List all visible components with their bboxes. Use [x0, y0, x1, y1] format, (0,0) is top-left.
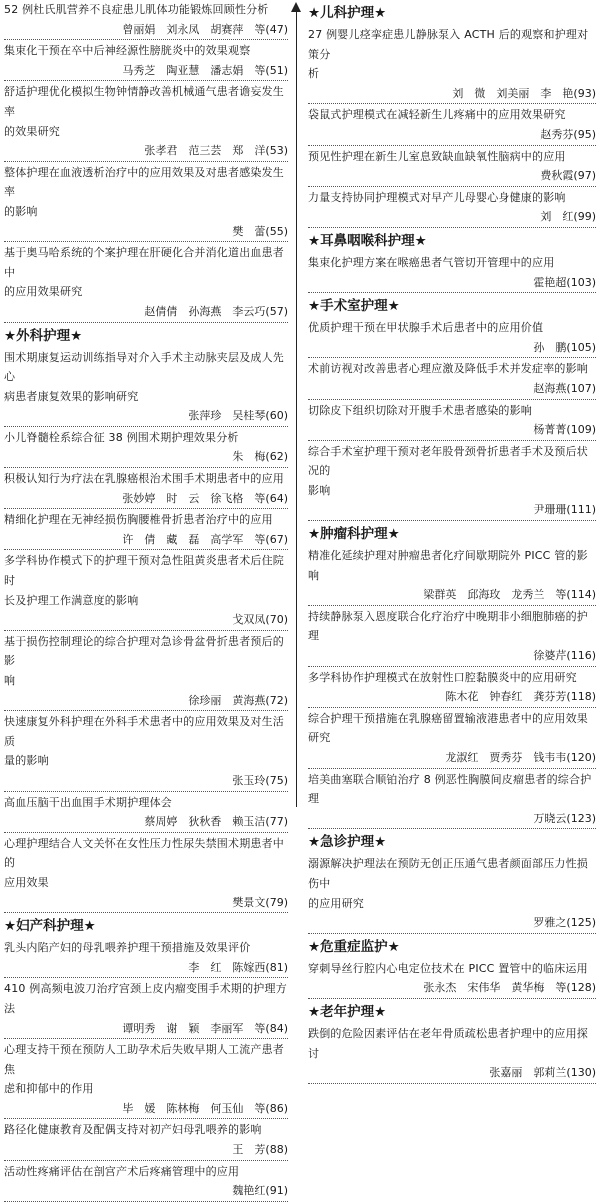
- entry-authors-page: 陈木花 钟春红 龚芬芳(118): [445, 687, 596, 707]
- toc-entry[interactable]: [4, 1120, 288, 1160]
- entry-title-line: 27 例婴儿痉挛症患儿静脉泵入 ACTH 后的观察和护理对策分: [308, 28, 589, 61]
- entry-title-line: 预见性护理在新生儿室息致缺血缺氧性脑病中的应用: [308, 149, 566, 163]
- entry-authors-page: 张萍珍 吴桂琴(60): [188, 406, 288, 426]
- toc-entry[interactable]: [4, 1162, 288, 1202]
- entry-authors-row: [308, 978, 596, 999]
- entry-title-line: 跌倒的危险因素评估在老年骨质疏松患者护理中的应用探讨: [308, 1026, 588, 1060]
- entry-authors-row: [4, 489, 288, 510]
- toc-entry[interactable]: [4, 551, 288, 630]
- entry-authors-row: [4, 302, 288, 323]
- entry-authors-row: [4, 691, 288, 712]
- entry-title-line: 穿刺导丝行腔内心电定位技术在 PICC 置管中的临床运用: [308, 961, 588, 975]
- entry-authors-row: [4, 1181, 288, 1202]
- entry-title-line: 培美曲塞联合顺铂治疗 8 例恶性胸膜间皮瘤患者的综合护理: [308, 772, 592, 806]
- entry-authors-page: 魏艳红(91): [232, 1181, 288, 1201]
- toc-left-column: [4, 0, 288, 1203]
- entry-authors-page: 赵海燕(107): [533, 379, 596, 399]
- entry-authors-row: [4, 530, 288, 551]
- entry-title-line: 集束化干预在卒中后神经源性膀胱炎中的效果观察: [4, 44, 251, 58]
- entry-authors-page: 张孝君 范三芸 郑 洋(53): [144, 141, 288, 161]
- toc-entry[interactable]: [4, 0, 288, 40]
- toc-entry[interactable]: [308, 959, 596, 999]
- entry-title-line: 集束化护理方案在喉癌患者气管切开管理中的应用: [308, 255, 555, 269]
- entry-authors-page: 刘 红(99): [540, 207, 596, 227]
- entry-title-line: 虑和抑郁中的作用: [4, 1082, 94, 1096]
- entry-authors-row: [4, 893, 288, 914]
- toc-entry[interactable]: [4, 428, 288, 468]
- entry-authors-row: [4, 610, 288, 631]
- entry-authors-row: [308, 207, 596, 228]
- toc-entry[interactable]: [4, 793, 288, 833]
- entry-authors-row: [4, 1099, 288, 1120]
- entry-title-line: 溺源解决护理法在预防无创正压通气患者颜面部压力性损伤中: [308, 857, 588, 890]
- entry-authors-row: [308, 913, 596, 934]
- entry-authors-page: 刘 微 刘美丽 李 艳(93): [452, 84, 596, 104]
- toc-entry[interactable]: [4, 979, 288, 1039]
- entry-authors-page: 孙 鹏(105): [533, 338, 596, 358]
- toc-entry[interactable]: [4, 163, 288, 242]
- entry-authors-page: 许 倩 藏 磊 高学军 等(67): [122, 530, 288, 550]
- entry-authors-page: 梁群英 邱海玫 龙秀兰 等(114): [423, 585, 596, 605]
- toc-entry[interactable]: [4, 348, 288, 427]
- entry-title-line: 多学科协作护理模式在放射性口腔黏膜炎中的应用研究: [308, 670, 577, 684]
- toc-entry[interactable]: [4, 632, 288, 711]
- entry-authors-page: 戈双凤(70): [232, 610, 288, 630]
- entry-title-line: 52 例杜氏肌营养不良症患儿肌体功能锻炼回顾性分析: [4, 3, 269, 16]
- entry-authors-page: 张玉玲(75): [232, 771, 288, 791]
- entry-authors-page: 万晓云(123): [533, 809, 596, 829]
- entry-authors-row: [4, 447, 288, 468]
- section-heading: ★手术室护理★: [308, 298, 400, 315]
- section-heading: ★急诊护理★: [308, 834, 387, 851]
- entry-authors-row: [4, 222, 288, 243]
- entry-title-line: 综合护理干预措施在乳腺癌留置输液港患者中的应用效果研究: [308, 711, 588, 745]
- toc-entry[interactable]: [308, 546, 596, 606]
- toc-entry[interactable]: [4, 834, 288, 913]
- section-heading: ★肿瘤科护理★: [308, 526, 400, 543]
- entry-authors-row: [308, 273, 596, 294]
- entry-authors-page: 徐珍丽 黄海燕(72): [188, 691, 288, 711]
- entry-authors-page: 张嘉丽 郭莉兰(130): [489, 1063, 596, 1083]
- entry-authors-row: [308, 500, 596, 521]
- toc-entry[interactable]: [4, 469, 288, 509]
- section-heading: ★妇产科护理★: [4, 918, 96, 935]
- entry-title-line: 精准化延续护理对肿瘤患者化疗间歇期院外 PICC 管的影响: [308, 549, 588, 582]
- entry-title-line: 的应用研究: [308, 896, 364, 910]
- section-heading: ★耳鼻咽喉科护理★: [308, 232, 427, 249]
- toc-entry[interactable]: [308, 709, 596, 769]
- entry-authors-row: [308, 125, 596, 146]
- entry-authors-row: [4, 406, 288, 427]
- entry-authors-page: 费秋霞(97): [540, 166, 596, 186]
- toc-entry[interactable]: [308, 607, 596, 667]
- entry-title-line: 精细化护理在无神经损伤胸腰椎骨折患者治疗中的应用: [4, 513, 273, 527]
- entry-authors-row: [4, 1140, 288, 1161]
- entry-title-line: 心理护理结合人文关怀在女性压力性尿失禁围术期患者中的: [4, 836, 284, 870]
- entry-authors-row: [4, 812, 288, 833]
- toc-entry[interactable]: [308, 401, 596, 441]
- entry-authors-row: [4, 141, 288, 162]
- entry-authors-page: 毕 媛 陈林梅 何玉仙 等(86): [122, 1099, 288, 1119]
- toc-entry[interactable]: [308, 770, 596, 830]
- toc-entry[interactable]: [308, 442, 596, 521]
- toc-entry[interactable]: [308, 147, 596, 187]
- entry-title-line: 整体护理在血液透析治疗中的应用效果及对患者感染发生率: [4, 165, 284, 199]
- entry-authors-row: [308, 646, 596, 667]
- entry-authors-page: 尹珊珊(111): [533, 500, 596, 520]
- entry-authors-page: 曾丽娟 刘永凤 胡赛萍 等(47): [122, 20, 288, 40]
- entry-title-line: 小儿脊髓栓系综合征 38 例围术期护理效果分析: [4, 430, 239, 444]
- entry-authors-row: [4, 771, 288, 792]
- toc-entry[interactable]: [308, 668, 596, 708]
- toc-entry[interactable]: [308, 188, 596, 228]
- section-heading: ★危重症监护★: [308, 938, 400, 955]
- toc-entry[interactable]: [4, 243, 288, 322]
- entry-authors-page: 马秀芝 陶亚慧 潘志娟 等(51): [122, 61, 288, 81]
- column-divider: [296, 10, 297, 807]
- entry-authors-page: 朱 梅(62): [232, 447, 288, 467]
- toc-entry[interactable]: [4, 712, 288, 791]
- toc-entry[interactable]: [308, 25, 596, 104]
- entry-authors-page: 张永杰 宋伟华 黄华梅 等(128): [423, 978, 596, 998]
- toc-entry[interactable]: [4, 1040, 288, 1119]
- entry-authors-row: [308, 585, 596, 606]
- entry-authors-row: [4, 61, 288, 82]
- toc-entry[interactable]: [308, 359, 596, 399]
- entry-title-line: 病患者康复效果的影响研究: [4, 389, 139, 403]
- entry-title-line: 应用效果: [4, 875, 49, 889]
- section-heading: ★外科护理★: [4, 327, 83, 344]
- entry-title-line: 心理支持干预在预防人工助孕术后失败早期人工流产患者焦: [4, 1043, 284, 1076]
- toc-entry[interactable]: [4, 82, 288, 161]
- entry-authors-row: [4, 20, 288, 41]
- entry-authors-page: 龙淑红 贾秀芬 钱韦韦(120): [445, 748, 596, 768]
- toc-entry[interactable]: [4, 41, 288, 81]
- entry-authors-page: 张妙婷 时 云 徐飞格 等(64): [122, 489, 288, 509]
- entry-authors-page: 赵秀芬(95): [540, 125, 596, 145]
- entry-authors-page: 蔡周婷 狄秋香 赖玉洁(77): [144, 812, 288, 832]
- entry-title-line: 影响: [308, 483, 331, 497]
- entry-title-line: 袋鼠式护理模式在减轻新生儿疼痛中的应用效果研究: [308, 108, 566, 122]
- entry-authors-row: [308, 379, 596, 400]
- entry-authors-row: [308, 687, 596, 708]
- entry-title-line: 基于损伤控制理论的综合护理对急诊骨盆骨折患者预后的影: [4, 634, 284, 668]
- entry-authors-page: 李 红 陈嫁西(81): [188, 958, 288, 978]
- toc-entry[interactable]: [308, 105, 596, 145]
- toc-entry[interactable]: [308, 253, 596, 293]
- entry-authors-row: [308, 338, 596, 359]
- toc-entry[interactable]: [308, 1024, 596, 1084]
- toc-entry[interactable]: [308, 318, 596, 358]
- toc-entry[interactable]: [308, 854, 596, 933]
- entry-title-line: 术前访视对改善患者心理应激及降低手术并发症率的影响: [308, 362, 588, 376]
- entry-authors-page: 罗雅之(125): [533, 913, 596, 933]
- entry-title-line: 的效果研究: [4, 124, 60, 138]
- entry-title-line: 多学科协作模式下的护理干预对急性阻黄炎患者术后住院时: [4, 554, 284, 588]
- entry-title-line: 响: [4, 674, 16, 687]
- entry-title-line: 的应用效果研究: [4, 285, 83, 299]
- entry-authors-page: 王 芳(88): [232, 1140, 288, 1160]
- entry-authors-row: [308, 166, 596, 187]
- entry-title-line: 综合手术室护理干预对老年股骨颈骨折患者手术及预后状况的: [308, 444, 588, 478]
- entry-title-line: 力量支持协同护理模式对早产儿母婴心身健康的影响: [308, 190, 566, 204]
- entry-authors-row: [4, 1019, 288, 1040]
- entry-title-line: 高血压脑干出血围手术期护理体会: [4, 795, 172, 809]
- section-heading: ★老年护理★: [308, 1003, 387, 1020]
- entry-title-line: 路径化健康教育及配偶支持对初产妇母乳喂养的影响: [4, 1123, 262, 1137]
- entry-authors-row: [308, 748, 596, 769]
- entry-title-line: 析: [308, 67, 320, 81]
- entry-authors-row: [4, 958, 288, 979]
- entry-title-line: 快速康复外科护理在外科手术患者中的应用效果及对生活质: [4, 715, 284, 748]
- entry-authors-row: [308, 420, 596, 441]
- entry-authors-page: 徐婆芹(116): [533, 646, 596, 666]
- toc-right-column: [308, 0, 596, 1085]
- toc-entry[interactable]: [4, 938, 288, 978]
- entry-authors-page: 樊 蕾(55): [232, 222, 288, 242]
- entry-authors-row: [308, 84, 596, 105]
- entry-authors-page: 赵倩倩 孙海燕 李云巧(57): [144, 302, 288, 322]
- entry-title-line: 舒适护理优化模拟生物钟情静改善机械通气患者谵妄发生率: [4, 85, 284, 118]
- entry-title-line: 切除皮下组织切除对开腹手术患者感染的影响: [308, 403, 532, 417]
- entry-title-line: 围术期康复运动训练指导对介入手术主动脉夹层及成人先心: [4, 350, 284, 384]
- entry-title-line: 长及护理工作满意度的影响: [4, 593, 139, 607]
- entry-authors-page: 樊景文(79): [232, 893, 288, 913]
- toc-entry[interactable]: [4, 510, 288, 550]
- entry-authors-row: [308, 1063, 596, 1084]
- entry-title-line: 持续静脉泵入恩度联合化疗治疗中晚期非小细胞肺癌的护理: [308, 609, 588, 643]
- entry-authors-row: [308, 809, 596, 830]
- entry-authors-page: 霍艳超(103): [533, 273, 596, 293]
- entry-title-line: 积极认知行为疗法在乳腺癌根治术围手术期患者中的应用: [4, 472, 284, 486]
- entry-title-line: 乳头内陷产妇的母乳喂养护理干预措施及效果评价: [4, 941, 251, 955]
- section-heading: ★儿科护理★: [308, 5, 387, 21]
- entry-title-line: 的影响: [4, 204, 38, 218]
- entry-title-line: 基于奥马哈系统的个案护理在肝硬化合并消化道出血患者中: [4, 246, 284, 279]
- entry-title-line: 量的影响: [4, 754, 49, 768]
- entry-title-line: 优质护理干预在甲状腺手术后患者中的应用价值: [308, 321, 544, 335]
- entry-authors-page: 谭明秀 谢 颖 李丽军 等(84): [122, 1019, 288, 1039]
- entry-title-line: 410 例高频电波刀治疗宫颈上皮内瘤变围手术期的护理方法: [4, 982, 287, 1015]
- entry-title-line: 活动性疼痛评估在剖宫产术后疼痛管理中的应用: [4, 1164, 240, 1178]
- entry-authors-page: 杨菁菁(109): [533, 420, 596, 440]
